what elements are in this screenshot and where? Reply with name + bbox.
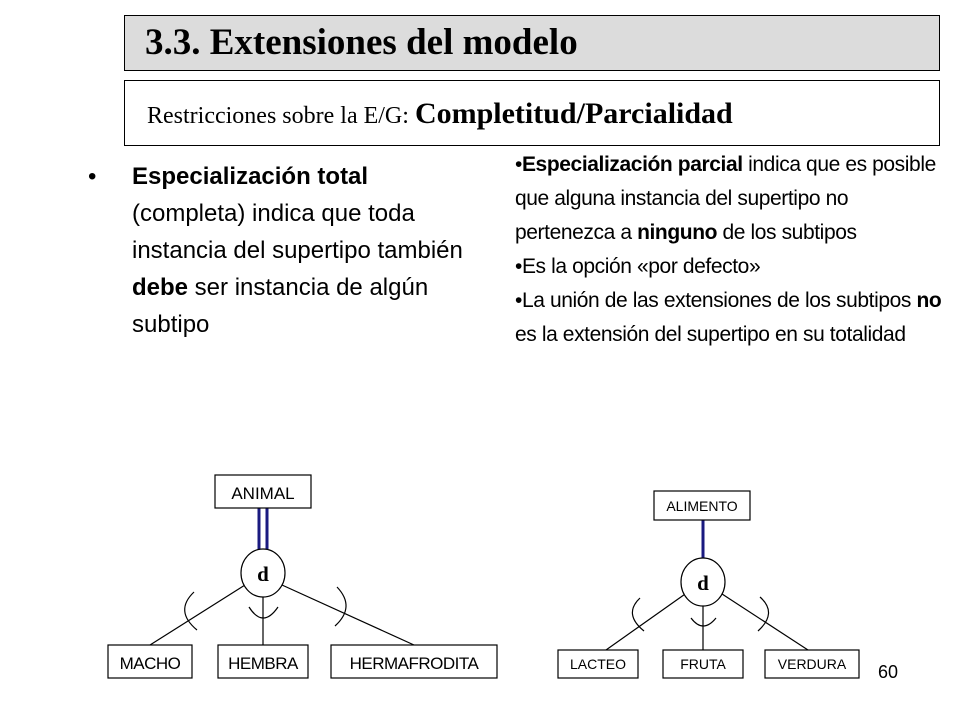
bullet-marker: • (515, 289, 522, 312)
total-specialization-diagram (108, 475, 497, 678)
subtitle-emphasis: Completitud/Parcialidad (414, 97, 733, 130)
subtype-link-macho (150, 585, 245, 645)
disjoint-label: d (257, 562, 269, 586)
bullet-text-1: (completa) indica que toda instancia del supertipo también (132, 200, 463, 264)
subtype-link-lacteo (606, 592, 688, 650)
bullet-marker: • (515, 153, 522, 176)
entity-macho-label: MACHO (119, 654, 181, 673)
bullet-term: Especialización parcial (521, 153, 743, 176)
bullet-marker: • (515, 255, 522, 278)
bullet-emphasis: debe (132, 274, 189, 301)
entity-animal-label: ANIMAL (231, 484, 295, 503)
subtitle-prefix: Restricciones sobre la E/G: (147, 103, 415, 129)
bullet-text-1: La unión de las extensiones de los subtipos (521, 289, 917, 312)
subset-arc-left (185, 592, 197, 630)
bullet-text: Es la opción «por defecto» (521, 255, 761, 278)
disjoint-label: d (697, 571, 709, 595)
entity-lacteo-label: LACTEO (569, 656, 627, 672)
entity-hermafrodita-label: HERMAFRODITA (349, 654, 479, 673)
bullet-text-1: indica que es posible que alguna instancia del supertipo no pertenezca a (515, 153, 936, 244)
entity-fruta-label: FRUTA (680, 656, 726, 672)
entity-alimento-label: ALIMENTO (666, 498, 738, 514)
partial-specialization-diagram (558, 491, 859, 678)
bullet-marker: • (88, 163, 97, 190)
subset-arc-right (758, 597, 769, 631)
bullet-text-2: ser instancia de algún subtipo (132, 274, 429, 338)
subtype-link-hermafrodita (282, 585, 414, 645)
bullet-emphasis: no (916, 289, 942, 312)
entity-verdura-label: VERDURA (777, 656, 847, 672)
slide-number: 60 (878, 662, 899, 682)
slide-title: 3.3. Extensiones del modelo (145, 22, 578, 63)
bullet-emphasis: ninguno (637, 221, 718, 244)
subset-arc-left (632, 598, 644, 631)
bullet-text-2: de los subtipos (717, 221, 857, 244)
subset-arc-right (335, 587, 346, 626)
bullet-text-2: es la extensión del supertipo en su totalidad (515, 323, 906, 346)
entity-hembra-label: HEMBRA (228, 654, 298, 673)
bullet-term: Especialización total (132, 163, 369, 190)
